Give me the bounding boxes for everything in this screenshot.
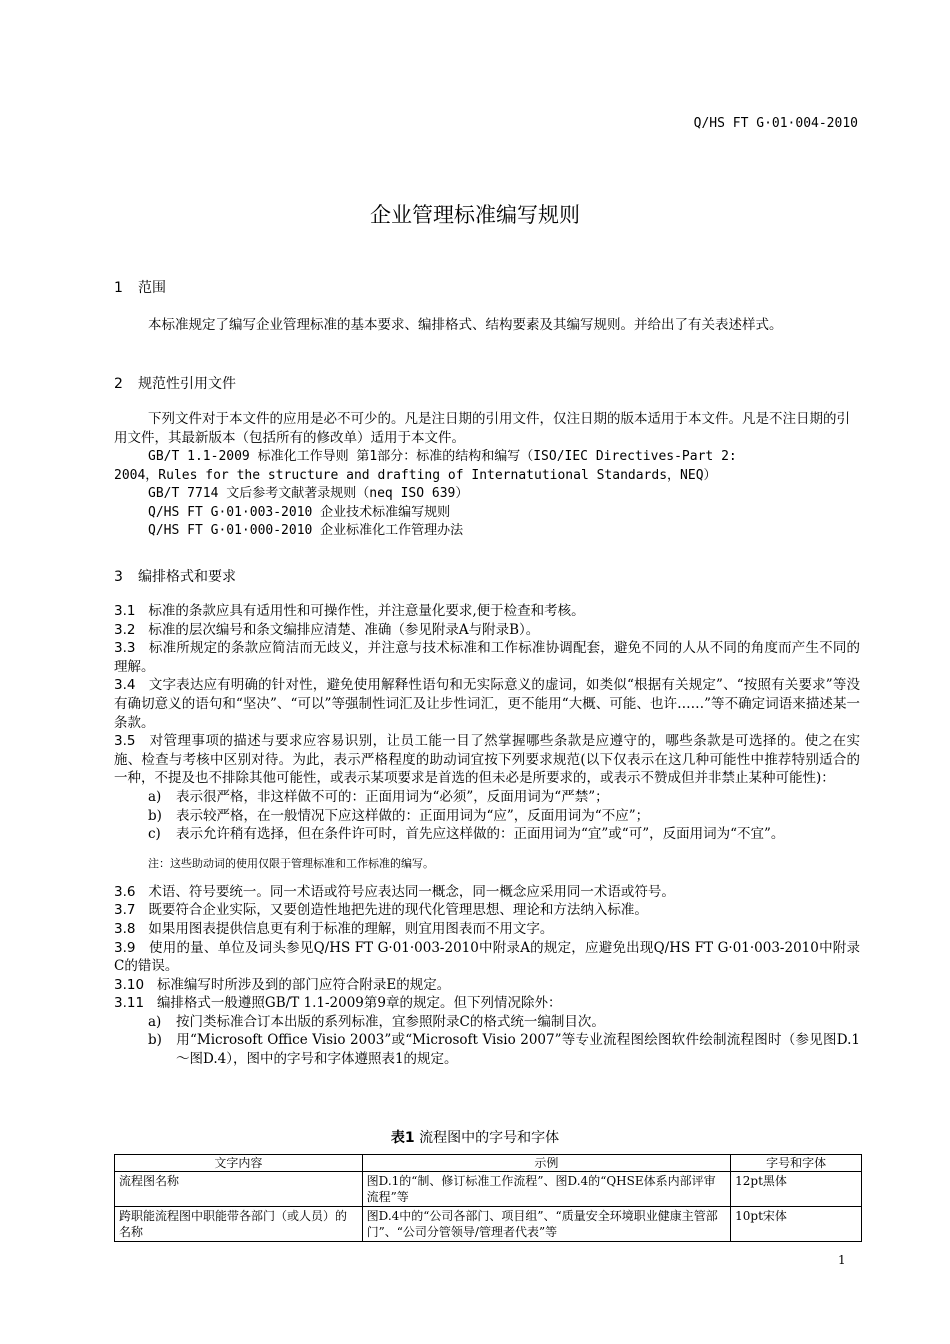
font-spec-table (114, 1154, 862, 1242)
section-title: 编排格式和要求 (138, 569, 236, 585)
reference-item-continued: 2004，Rules for the structure and drafting of Internatutional Standards，NEQ） (114, 467, 717, 483)
list-item-b (114, 807, 860, 826)
clause-number: 3.1 (114, 603, 136, 619)
reference-item: GB/T 7714 文后参考文献著录规则（neq ISO 639） (148, 486, 469, 502)
table-label: 表1 (390, 1130, 415, 1146)
list-marker: a) (148, 788, 162, 805)
document-code: Q/HS FT G·01·004-2010 (693, 116, 858, 131)
section-number: 1 (114, 280, 123, 296)
column-header: 示例 (362, 1155, 731, 1172)
list-marker: b) (148, 1032, 162, 1049)
list-marker: c) (148, 826, 161, 843)
clause-3-8 (114, 920, 860, 939)
list-item-a (114, 788, 860, 807)
note: 注：这些助动词的使用仅限于管理标准和工作标准的编写。 (148, 856, 434, 870)
reference-item: Q/HS FT G·01·003-2010 企业技术标准编写规则 (148, 504, 451, 520)
normative-references (114, 448, 860, 541)
section-number: 2 (114, 376, 123, 392)
clause-text: 术语、符号要统一。同一术语或符号应表达同一概念，同一概念应采用同一术语或符号。 (148, 883, 675, 900)
list-marker: a) (148, 1013, 162, 1030)
table-title: 流程图中的字号和字体 (419, 1130, 560, 1146)
column-header: 文字内容 (115, 1155, 363, 1172)
reference-item: GB/T 1.1-2009 标准化工作导则 第1部分：标准的结构和编写（ISO/IEC Directives-Part 2: (148, 449, 737, 464)
clause-number: 3.10 (114, 976, 145, 993)
section-2-heading (114, 373, 236, 393)
clause-text: 使用的量、单位及词头参见Q/HS FT G·01·003-2010中附录A的规定，应避免出现Q/HS FT G·01·003-2010中附录C的错误。 (114, 939, 860, 975)
clause-3-3 (114, 639, 860, 676)
clause-number: 3.8 (114, 920, 136, 937)
clause-text: 文字表达应有明确的针对性，避免使用解释性语句和无实际意义的虚词，如类似“根据有关规定”、“按照有关要求”等没有确切意义的语句和“坚决”、“可以”等强制性词汇及让步性词汇，更不能用“大概、可能、也许……”等不确定词语来描述某一条款。 (114, 677, 860, 731)
clause-number: 3.4 (114, 677, 136, 694)
clause-number: 3.6 (114, 883, 136, 900)
clause-3-4 (114, 676, 860, 732)
document-title: 企业管理标准编写规则 (370, 203, 580, 227)
list-item-text: 表示很严格，非这样做不可的：正面用词为“必须”，反面用词为“严禁”； (176, 788, 609, 805)
table-cell: 跨职能流程图中职能带各部门（或人员）的名称 (115, 1207, 363, 1242)
clause-3-9 (114, 939, 860, 976)
section-number: 3 (114, 569, 123, 585)
clause-number: 3.5 (114, 733, 136, 750)
table-cell: 12pt黑体 (731, 1172, 862, 1207)
clause-3-6 (114, 883, 860, 902)
clause-3-11 (114, 994, 860, 1013)
table-row (115, 1207, 862, 1242)
section-2-paragraph: 下列文件对于本文件的应用是必不可少的。凡是注日期的引用文件，仅注日期的版本适用于本文件。凡是不注日期的引用文件，其最新版本（包括所有的修改单）适用于本文件。 (114, 411, 850, 446)
list-marker: b) (148, 807, 162, 824)
list-item-a (114, 1013, 860, 1032)
section-3-clauses (114, 602, 860, 1069)
reference-item: Q/HS FT G·01·000-2010 企业标准化工作管理办法 (148, 523, 464, 539)
clause-3-1 (114, 602, 860, 621)
table-cell: 图D.4中的“公司各部门、项目组”、“质量安全环境职业健康主管部门”、“公司分管领导/管理者代表”等 (362, 1207, 731, 1242)
clause-text: 标准的条款应具有适用性和可操作性，并注意量化要求,便于检查和考核。 (148, 603, 585, 619)
table-row (115, 1172, 862, 1207)
clause-text: 既要符合企业实际，又要创造性地把先进的现代化管理思想、理论和方法纳入标准。 (148, 902, 648, 919)
column-header: 字号和字体 (731, 1155, 862, 1172)
clause-number: 3.11 (114, 995, 145, 1012)
table-cell: 图D.1的“制、修订标准工作流程”、图D.4的“QHSE体系内部评审流程”等 (362, 1172, 731, 1207)
page-number: 1 (838, 1253, 846, 1267)
clause-text: 标准编写时所涉及到的部门应符合附录E的规定。 (156, 976, 451, 993)
list-item-text: 用“Microsoft Office Visio 2003”或“Microsoft Visio 2007”等专业流程图绘图软件绘制流程图时（参见图D.1～图D.4），图中的字号和字体遵照表1的规定。 (176, 1032, 860, 1068)
list-item-text: 按门类标准合订本出版的系列标准，宜参照附录C的格式统一编制目次。 (176, 1013, 605, 1030)
section-title: 范围 (138, 280, 166, 296)
list-item-c (114, 825, 860, 844)
clause-number: 3.3 (114, 640, 136, 657)
list-item-text: 表示较严格，在一般情况下应这样做的：正面用词为“应”，反面用词为“不应”； (176, 807, 650, 824)
list-item-b (114, 1031, 860, 1068)
list-item-text: 表示允许稍有选择，但在条件许可时，首先应这样做的：正面用词为“宜”或“可”，反面用词为“不宜”。 (176, 826, 785, 843)
clause-number: 3.2 (114, 621, 136, 638)
section-title: 规范性引用文件 (138, 376, 236, 392)
section-1-paragraph: 本标准规定了编写企业管理标准的基本要求、编排格式、结构要素及其编写规则。并给出了有关表述样式。 (148, 317, 783, 333)
clause-text: 编排格式一般遵照GB/T 1.1-2009第9章的规定。但下列情况除外： (156, 995, 562, 1012)
table-header-row (115, 1155, 862, 1172)
table-caption (0, 1127, 950, 1147)
clause-3-10 (114, 976, 860, 995)
clause-text: 标准所规定的条款应简洁而无歧义，并注意与技术标准和工作标准协调配套，避免不同的人从不同的角度而产生不同的理解。 (114, 640, 861, 675)
section-3-heading (114, 566, 236, 586)
clause-3-2 (114, 621, 860, 640)
clause-3-7 (114, 901, 860, 920)
clause-text: 对管理事项的描述与要求应容易识别，让员工能一目了然掌握哪些条款是应遵守的，哪些条款是可选择的。使之在实施、检查与考核中区别对待。为此，表示严格程度的助动词宜按下列要求规范(以下仅表示在这几种可能性中推荐特别适合的一种，不提及也不排除其他可能性，或表示某项要求是首选的但未必是所要求的，或表示不赞成但并非禁止某种可能性)： (114, 733, 861, 787)
table-cell: 10pt宋体 (731, 1207, 862, 1242)
clause-text: 标准的层次编号和条文编排应清楚、准确（参见附录A与附录B）。 (148, 621, 540, 638)
clause-number: 3.7 (114, 902, 136, 919)
clause-number: 3.9 (114, 939, 136, 956)
section-1-heading (114, 277, 166, 297)
clause-text: 如果用图表提供信息更有利于标准的理解，则宜用图表而不用文字。 (148, 920, 554, 937)
clause-3-5 (114, 732, 860, 788)
table-cell: 流程图名称 (115, 1172, 363, 1207)
